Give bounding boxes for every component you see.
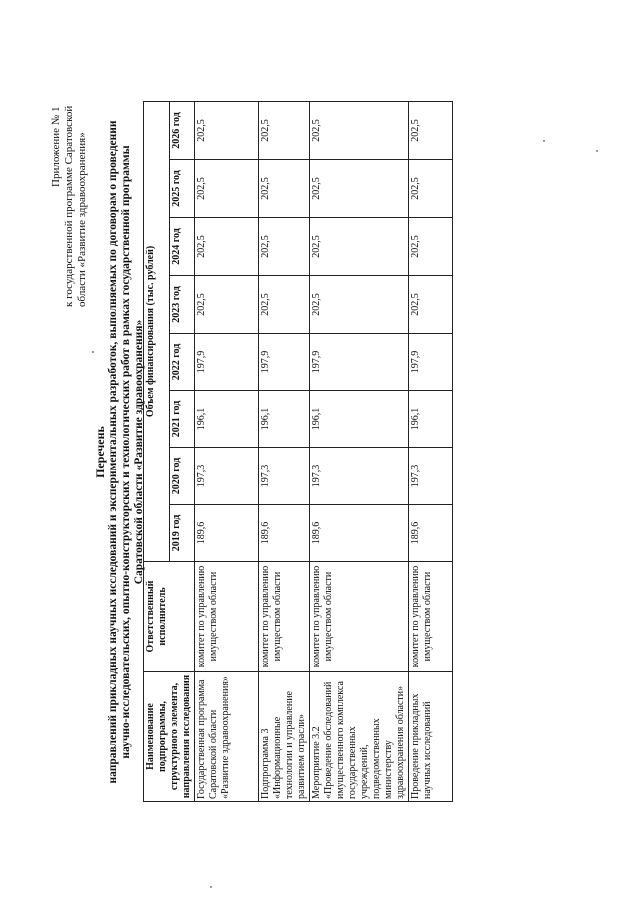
value-cell: 202,5 [195,101,259,159]
table-row [409,101,453,801]
value-cell: 197,9 [409,334,453,391]
year-header: 2019 год [169,505,195,562]
value-cell: 197,9 [310,334,409,391]
value-cell: 196,1 [195,391,259,448]
value-cell: 197,9 [259,334,310,391]
title-line-3: Саратовской области «Развитие здравоохранения» [133,319,145,585]
title-heading: Перечень [93,426,107,478]
appendix-region-line: области «Развитие здравоохранения» [76,132,88,307]
value-cell: 202,5 [409,276,453,334]
rotated-document [50,42,590,862]
value-cell: 197,3 [259,448,310,505]
value-cell: 189,6 [195,505,259,562]
row-name: Государственная программа Саратовской области «Развитие здравоохранения» [195,672,259,802]
title-line-2: научно-исследовательских, опытно-конструкторских и технологических работ в рамках государственной программы [120,145,132,759]
value-cell: 202,5 [195,160,259,218]
value-cell: 196,1 [310,391,409,448]
value-cell: 189,6 [259,505,310,562]
column-header-executor: Ответственный исполнитель [144,562,195,672]
value-cell: 202,5 [310,160,409,218]
year-header: 2025 год [169,160,195,218]
value-cell: 202,5 [310,276,409,334]
table-row [195,101,259,801]
column-header-name: Наименование подпрограммы, структурного элемента, направления исследования [144,672,195,802]
value-cell: 197,3 [310,448,409,505]
value-cell: 189,6 [409,505,453,562]
scan-speck [92,351,94,353]
row-name: Проведение прикладных научных исследований [409,672,453,802]
value-cell: 189,6 [310,505,409,562]
row-executor: комитет по управлению имуществом области [195,562,259,672]
appendix-number: Приложение № 1 [50,106,62,187]
value-cell: 202,5 [310,218,409,276]
value-cell: 197,3 [195,448,259,505]
financing-table [143,101,453,802]
value-cell: 196,1 [259,391,310,448]
table-row [259,101,310,801]
scan-speck [543,140,545,142]
row-executor: комитет по управлению имуществом области [310,562,409,672]
value-cell: 202,5 [259,276,310,334]
title-line-1: направлений прикладных научных исследований и экспериментальных разработок, выполняемых по договорам о проведении [107,120,119,784]
value-cell: 202,5 [259,218,310,276]
year-header: 2022 год [169,334,195,391]
year-header: 2024 год [169,218,195,276]
document-title [94,42,146,862]
value-cell: 202,5 [195,276,259,334]
header-row [144,101,170,801]
year-header: 2021 год [169,391,195,448]
value-cell: 202,5 [195,218,259,276]
value-cell: 202,5 [409,101,453,159]
value-cell: 197,3 [409,448,453,505]
row-executor: комитет по управлению имуществом области [409,562,453,672]
column-header-financing: Объем финансирования (тыс. рублей) [144,101,170,561]
value-cell: 202,5 [259,160,310,218]
scan-speck [596,150,598,152]
row-executor: комитет по управлению имуществом области [259,562,310,672]
appendix-header [50,47,89,307]
value-cell: 202,5 [259,101,310,159]
year-header: 2026 год [169,101,195,159]
year-header: 2020 год [169,448,195,505]
value-cell: 202,5 [409,218,453,276]
table-row [310,101,409,801]
value-cell: 197,9 [195,334,259,391]
row-name: Мероприятие 3.2 «Проведение обследований имущественного комплекса государственных учреждений, подведомственных министерству здравоохранения области» [310,672,409,802]
value-cell: 196,1 [409,391,453,448]
year-header: 2023 год [169,276,195,334]
value-cell: 202,5 [310,101,409,159]
appendix-program-line: к государственной программе Саратовской [63,105,75,307]
value-cell: 202,5 [409,160,453,218]
row-name: Подпрограмма 3 «Информационные технологии и управление развитием отрасли» [259,672,310,802]
scan-speck [210,886,212,888]
